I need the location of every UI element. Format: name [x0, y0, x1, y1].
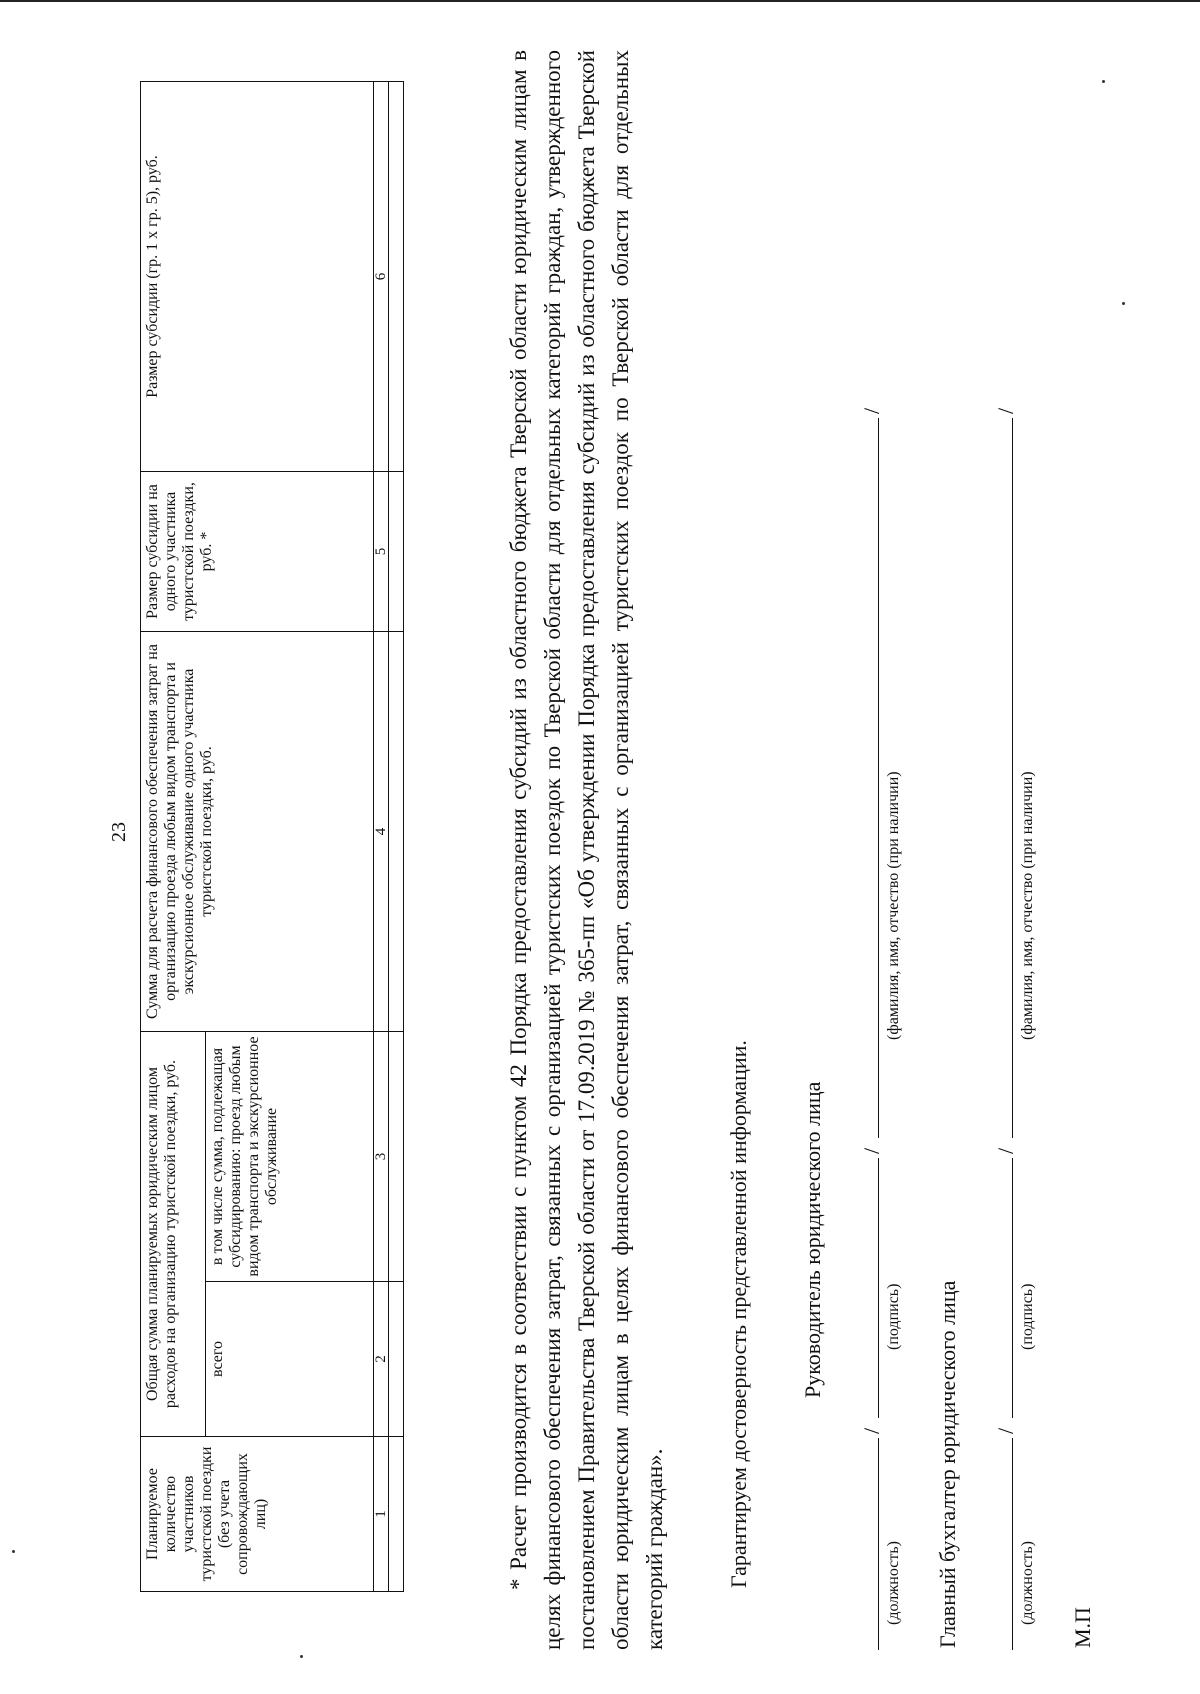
- header-col5: Размер субсидии на одного участника туристской поездки, руб. *: [141, 472, 374, 632]
- empty-cell: [389, 82, 404, 472]
- column-number: 1: [374, 1437, 389, 1592]
- footnote: [502, 50, 672, 1650]
- empty-cell: [389, 1282, 404, 1437]
- head-name-caption: (фамилия, имя, отчество (при наличии): [885, 771, 902, 1040]
- stamp-place: М.П: [1070, 1607, 1095, 1648]
- empty-cell: [389, 1032, 404, 1282]
- column-number: 3: [374, 1032, 389, 1282]
- scan-top-edge: [0, 0, 1200, 2]
- empty-cell: [389, 472, 404, 632]
- column-number: 4: [374, 632, 389, 1032]
- head-name-line: [878, 418, 879, 1138]
- column-number-row: [374, 82, 389, 1592]
- header-col6: Размер субсидии (гр. 1 х гр. 5), руб.: [141, 82, 374, 472]
- empty-cell: [389, 1437, 404, 1592]
- separator-slash: /: [859, 1147, 884, 1154]
- accountant-signature-line: [1012, 1158, 1013, 1418]
- guarantee-statement: Гарантируем достоверность представленной информации.: [726, 1040, 751, 1588]
- column-number: 2: [374, 1282, 389, 1437]
- footnote-text: * Расчет производится в соответствии с пунктом 42 Порядка предоставления субсидий из областного бюджета Тверской области юридическим лицам в целях финансового обеспечения затрат, связанных с организацией туристских поездок по Тверской области для отдельных категорий граждан, утвержденного постановлением Правительства Тверской области от 17.09.2019 № 365-пп «Об утверждении Порядка предоставления субсидий из областного бюджета Тверской области юридическим лицам в целях финансового обеспечения затрат, связанных с организацией туристских поездок по Тверской области для отдельных категорий граждан».: [506, 50, 667, 1650]
- separator-slash: /: [859, 1427, 884, 1434]
- header-col2: всего: [206, 1282, 374, 1437]
- column-number: 6: [374, 82, 389, 472]
- header-group-2-3: Общая сумма планируемых юридическим лицом расходов на организацию туристской поездки, руб.: [141, 1032, 206, 1437]
- table-header-row: [141, 82, 206, 1592]
- separator-slash: /: [859, 407, 884, 414]
- accountant-signature-caption: (подпись): [1019, 1283, 1036, 1350]
- head-position-caption: (должность): [885, 1541, 902, 1625]
- accountant-position-line: [1012, 1438, 1013, 1650]
- column-number: 5: [374, 472, 389, 632]
- empty-cell: [389, 632, 404, 1032]
- accountant-position-caption: (должность): [1019, 1541, 1036, 1625]
- head-position-line: [878, 1438, 879, 1650]
- separator-slash: /: [993, 407, 1018, 414]
- empty-data-row: [389, 82, 404, 1592]
- head-signature-line: [878, 1158, 879, 1418]
- page-number: 23: [108, 822, 130, 842]
- header-col3: в том числе сумма, подлежащая субсидированию: проезд любым видом транспорта и экскурсионное обслуживание: [206, 1032, 374, 1282]
- header-col4: Сумма для расчета финансового обеспечения затрат на организацию проезда любым видом транспорта и экскурсионное обслуживание одного участника туристской поездки, руб.: [141, 632, 374, 1032]
- subsidy-table: [140, 81, 404, 1592]
- separator-slash: /: [993, 1427, 1018, 1434]
- header-col1: Планируемое количество участников туристской поездки (без учета сопровождающих лиц): [141, 1437, 374, 1592]
- accountant-name-line: [1012, 418, 1013, 1138]
- head-title: Руководитель юридического лица: [800, 1081, 825, 1398]
- rotated-content: [0, 20, 1200, 1680]
- separator-slash: /: [993, 1147, 1018, 1154]
- head-signature-caption: (подпись): [885, 1283, 902, 1350]
- accountant-title: Главный бухгалтер юридического лица: [935, 1280, 960, 1648]
- accountant-name-caption: (фамилия, имя, отчество (при наличии): [1019, 771, 1036, 1040]
